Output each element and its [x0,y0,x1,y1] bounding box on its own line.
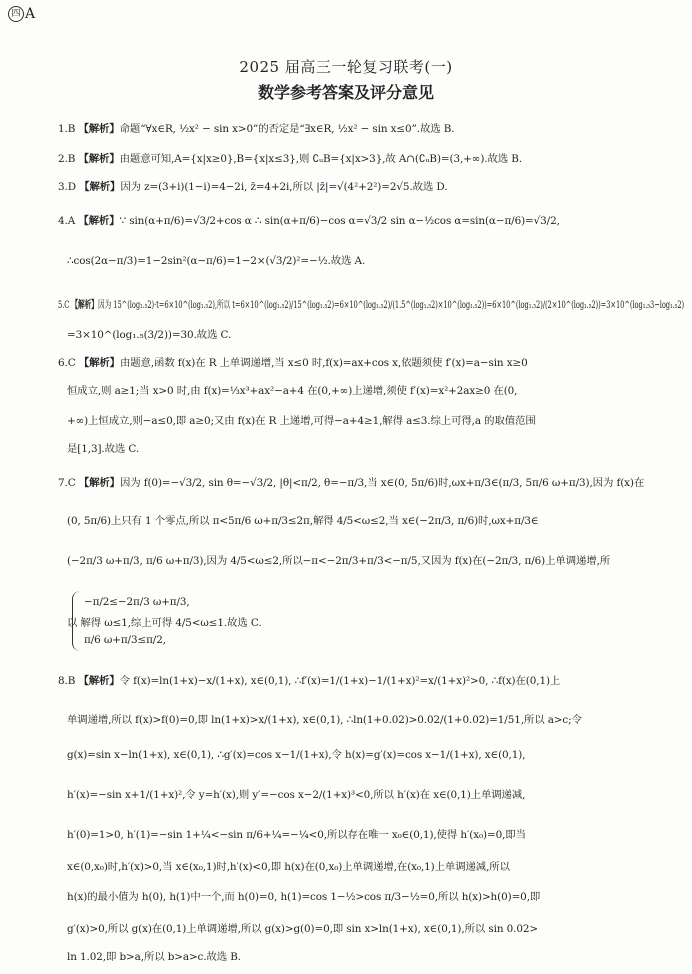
answer-item-8 [58,672,560,687]
answer-line: 因为 z=(3+i)(1−i)=4−2i, z̄=4+2i,所以 |z̄|=√(4²+2²)=2√5.故选 D. [120,181,448,193]
answer-item-6 [58,354,528,369]
inequality-system-line-2: π/6 ω+π/3≤π/2, [84,634,166,646]
answer-item-3 [58,178,447,193]
circled-mark: 四 [8,6,24,22]
answer-line-continued: ln 1.02,即 b>a,所以 b>a>c.故选 B. [67,951,241,963]
answer-line: 因为 f(0)=−√3/2, sin θ=−√3/2, |θ|<π/2, θ=−π/3,当 x∈(0, 5π/6)时,ωx+π/3∈(π/3, 5π/6 ω+π/3),因为 f(x)在 [119,477,645,489]
analysis-tag: 【解析】 [78,675,120,687]
item-number: 2.B [58,153,76,165]
analysis-tag: 【解析】 [78,153,120,165]
answer-item-5 [58,296,684,311]
paper-corner-label [8,6,35,22]
answer-line-continued: g(x)=sin x−ln(1+x), x∈(0,1), ∴g′(x)=cos x−1/(1+x),令 h(x)=g′(x)=cos x−1/(1+x), x∈(0,1), [67,749,526,761]
answer-line-continued: 以 解得 ω≤1,综上可得 4/5<ω≤1.故选 C. [67,617,262,629]
answer-line-continued: =3×10^(log₁.₅(3/2))=30.故选 C. [67,329,232,341]
answer-item-7 [58,474,644,489]
answer-line: 由题意可知,A={x|x≥0},B={x|x≤3},则 ∁ᵤB={x|x>3},故 A∩(∁ᵤB)=(3,+∞).故选 B. [119,153,523,165]
answer-line-continued: +∞)上恒成立,则−a≤0,即 a≥0;又由 f(x)在 R 上递增,可得−a+4≥1,解得 a≤3.综上可得,a 的取值范围 [67,415,536,427]
analysis-tag: 【解析】 [78,477,120,489]
paper-version-letter: A [25,6,36,22]
analysis-tag: 【解析】 [79,181,121,193]
answer-line: ∵ sin(α+π/6)=√3/2+cos α ∴ sin(α+π/6)−cos α=√3/2 sin α−½cos α=sin(α−π/6)=√3/2, [119,215,560,227]
exam-title: 2025 届高三一轮复习联考(一) [239,58,453,76]
answer-line: 命题“∀x∈R, ½x² − sin x>0”的否定是“∃x∈R, ½x² − sin x≤0”.故选 B. [119,123,455,135]
answer-item-1 [58,120,454,135]
inequality-system-line-1: −π/2≤−2π/3 ω+π/3, [84,596,190,608]
item-number: 8.B [58,675,76,687]
answer-line-continued: h′(x)=−sin x+1/(1+x)²,令 y=h′(x),则 y′=−cos x−2/(1+x)³<0,所以 h′(x)在 x∈(0,1)上单调递减, [67,789,526,801]
answer-line-continued: g′(x)>0,所以 g(x)在(0,1)上单调递增,所以 g(x)>g(0)=0,即 sin x>ln(1+x), x∈(0,1),所以 sin 0.02> [67,923,538,935]
answer-line-continued: (−2π/3 ω+π/3, π/6 ω+π/3),因为 4/5<ω≤2,所以−π<−2π/3+π/3<−π/5,又因为 f(x)在(−2π/3, π/6)上单调递增,所 [67,555,611,567]
answer-line: 令 f(x)=ln(1+x)−x/(1+x), x∈(0,1), ∴f′(x)=1/(1+x)−1/(1+x)²=x/(1+x)²>0, ∴f(x)在(0,1)上 [119,675,561,687]
answer-line-continued: x∈(0,x₀)时,h′(x)>0,当 x∈(x₀,1)时,h′(x)<0,即 h(x)在(0,x₀)上单调递增,在(x₀,1)上单调递减,所以 [67,861,510,873]
answer-item-2 [58,150,522,165]
item-number: 5.C [58,299,70,311]
answer-line-continued: (0, 5π/6)上只有 1 个零点,所以 π<5π/6 ω+π/3≤2π,解得 4/5<ω≤2,当 x∈(−2π/3, π/6)时,ωx+π/3∈ [67,515,539,527]
item-number: 7.C [58,477,76,489]
answer-line-continued: 恒成立,则 a≥1;当 x>0 时,由 f(x)=⅓x³+ax²−a+4 在(0,+∞)上递增,须使 f′(x)=x²+2ax≥0 在(0, [67,385,518,397]
item-number: 6.C [58,357,76,369]
answer-line: 因为 15^(log₁.₅2)·t=6×10^(log₁.₅2),所以 t=6×10^(log₁.₅2)/15^(log₁.₅2)=6×10^(log₁.₅2)/(1.5^(log₁.₅2)×10^(log₁.₅2))=6×10^(log₁.₅2)/(2×10^(log₁.₅2))=3×10^(log₁.₅3−log₁.₅2) [97,299,685,311]
answer-key-subtitle: 数学参考答案及评分意见 [257,83,434,102]
answer-line-continued: ∴cos(2α−π/3)=1−2sin²(α−π/6)=1−2×(√3/2)²=−½.故选 A. [67,255,366,267]
answer-line-continued: h(x)的最小值为 h(0), h(1)中一个,而 h(0)=0, h(1)=cos 1−½>cos π/3−½=0,所以 h(x)>h(0)=0,即 [67,891,541,903]
answer-line: 由题意,函数 f(x)在 R 上单调递增,当 x≤0 时,f(x)=ax+cos x,依题须使 f′(x)=a−sin x≥0 [119,357,528,369]
answer-item-4 [58,212,560,227]
analysis-tag: 【解析】 [71,299,98,311]
item-number: 3.D [58,181,76,193]
item-number: 4.A [58,215,76,227]
analysis-tag: 【解析】 [78,215,120,227]
item-number: 1.B [58,123,76,135]
answer-line-continued: 是[1,3].故选 C. [67,443,140,455]
analysis-tag: 【解析】 [78,357,120,369]
analysis-tag: 【解析】 [78,123,120,135]
answer-line-continued: h′(0)=1>0, h′(1)=−sin 1+¼<−sin π/6+¼=−¼<0,所以存在唯一 x₀∈(0,1),使得 h′(x₀)=0,即当 [67,829,526,841]
answer-line-continued: 单调递增,所以 f(x)>f(0)=0,即 ln(1+x)>x/(1+x), x∈(0,1), ∴ln(1+0.02)>0.02/(1+0.02)=1/51,所以 a>c;令 [67,714,582,726]
